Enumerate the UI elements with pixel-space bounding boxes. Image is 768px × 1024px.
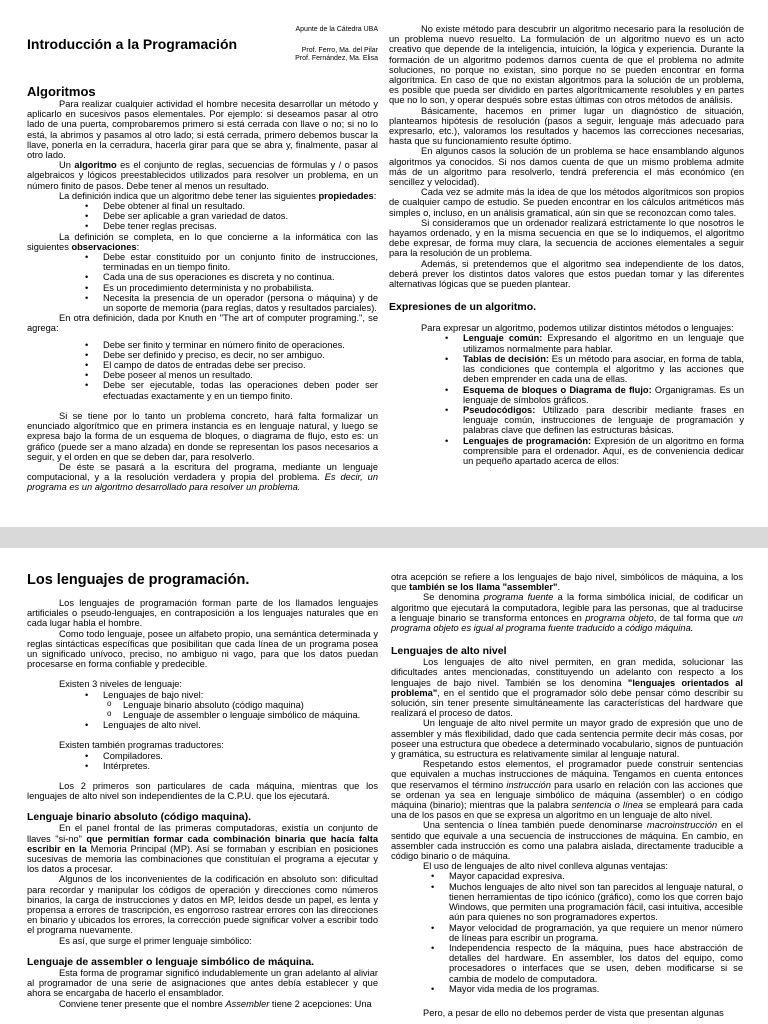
paragraph: La definición indica que un algoritmo debe tener las siguientes propiedades: [59, 190, 377, 201]
list-item: • Esquema de bloques o Diagrama de flujo: Organigramas. Es un lenguaje de símbolos gráficos. [445, 385, 744, 405]
properties-list [27, 201, 378, 232]
paragraph: Conviene tener presente que el nombre Assembler tiene 2 acepciones: Una [59, 998, 372, 1009]
paragraph: Para expresar un algoritmo, podemos utilizar distintos métodos o lenguajes: [421, 323, 734, 334]
page1-left-column [27, 24, 378, 493]
list-item: • Mayor vida media de los programas. [431, 984, 743, 994]
list-item: o Lenguaje de assembler o lenguaje simbólico de máquina. [107, 710, 378, 720]
knuth-list [27, 340, 378, 401]
document-title: Introducción a la Programación [27, 36, 238, 52]
list-item: • Es un procedimiento determinista y no probabilista. [85, 283, 378, 293]
paragraph: En algunos casos la solución de un problema se hace ensamblando algunos algoritmos ya conocidos. Si nos damos cuenta de que un mismo problema admite más de un algoritmo para resolverlo, tendrá preferencia el más económico (en sencillez y velocidad). [389, 146, 744, 188]
page2-left-column [27, 572, 378, 1009]
paragraph: Los lenguajes de programación forman parte de los llamados lenguajes artificiales o pseudo-lenguajes, en contraposición a los lenguajes naturales que en cada lugar habla el hombre. [27, 598, 378, 629]
paragraph: En otra definición, dada por Knuth en "The art of computer programing.", se agrega: [27, 313, 378, 334]
list-item: • Debe tener reglas precisas. [85, 221, 378, 231]
source-label: Apunte de la Cátedra UBA [295, 26, 378, 33]
paragraph: Existen también programas traductores: [59, 740, 224, 751]
paragraph: otra acepción se refiere a los lenguajes de bajo nivel, simbólicos de máquina, a los que también se los llama "assembler". [391, 572, 743, 593]
levels-list [27, 690, 378, 700]
paragraph: Esta forma de programar significó indudablemente un gran adelanto al aliviar al programador de una serie de asignaciones que antes debía establecer y que ahora se encargaba de hacerlo el ensamblador. [27, 967, 378, 999]
paragraph: Además, si pretendemos que el algoritmo sea independiente de los datos, deberá prever los distintos datos valores que estos puedan tomar y las diferentes alternativas lógicas que se pueden plantear. [389, 258, 744, 290]
list-item: • Lenguajes de programación: Expresión de un algoritmo en forma comprensible para el ordenador. Aquí, es de conveniencia dedicar un pequeño apartado acerca de ellos: [445, 436, 744, 467]
header-meta [270, 26, 378, 64]
paragraph: Básicamente, hacemos en primer lugar un diagnóstico de situación, planteamos hipótesis de resolución (pasos a seguir, lenguaje más adecuado para expresarlo, etc.), valoramos los resultados y hacemos las correcciones necesarias, hasta que su funcionamiento resulte óptimo. [389, 105, 744, 147]
translators-list [27, 751, 378, 771]
paragraph: Si consideramos que un ordenador realizará estrictamente lo que nosotros le hayamos ordenado, y en la misma secuencia en que se lo indiquemos, el algoritmo debe expresar, de forma muy clara, la secuencia de acciones elementales a seguir para la resolución de un problema. [389, 217, 744, 259]
levels-list [27, 720, 378, 730]
list-item: • Debe poseer al menos un resultado. [85, 370, 378, 380]
paragraph: La definición se completa, en lo que concierne a la informática con las siguientes observaciones: [27, 231, 378, 252]
list-item: • Intérpretes. [85, 761, 378, 771]
methods-list [389, 333, 744, 466]
list-item: • El campo de datos de entradas debe ser preciso. [85, 360, 378, 370]
low-level-sublist [27, 700, 378, 720]
observations-list [27, 252, 378, 313]
paragraph: De éste se pasará a la escritura del programa, mediante un lenguaje computacional, y a la resolución verdadera y propia del problema. Es decir, un programa es un algoritmo desarrollado para resolver un problema. [27, 461, 379, 493]
heading-binario: Lenguaje binario absoluto (código maquina). [27, 811, 252, 824]
paragraph: Si se tiene por lo tanto un problema concreto, hará falta formalizar un enunciado algorítmico que en primera instancia es en lenguaje natural, y luego se expresa bajo la forma de un esquema de bloques, o diagrama de flujo, esto es: un gráfico (puede ser a mano alzada) en donde se representan los pasos necesarios a seguir, y el orden en que se deben dar, para resolverlo. [27, 410, 378, 462]
list-item: • Debe ser finito y terminar en número finito de operaciones. [85, 340, 378, 350]
list-item: • Debe estar constituido por un conjunto finito de instrucciones, terminadas en un tiempo finito. [85, 252, 378, 272]
list-item: • Pseudocódigos: Utilizado para describir mediante frases en lenguaje común, instrucciones de lenguaje de programación y palabras clave que definen las estructuras básicas. [445, 405, 744, 436]
paragraph: Para realizar cualquier actividad el hombre necesita desarrollar un método y aplicarlo en sucesivos pasos elementales. Por ejemplo: si deseamos pasar al otro lado de una puerta, comprobaremos primero si está cerrada con llave o no; si no lo está, la abrimos y pasamos al otro lado; si está cerrada, primero debemos buscar la llave, ponerla en la cerradura, hacerla girar para que se abra y, finalmente, pasar al otro lado. [27, 99, 378, 161]
paragraph: Una sentencia o línea también puede denominarse macroinstrucción en el sentido que equivale a una secuencia de instrucciones de máquina. En cambio, en assembler cada instrucción es como una palabra aislada, directamente traducible a código binario o de máquina. [391, 820, 743, 862]
paragraph: Se denomina programa fuente a la forma simbólica inicial, de codificar un algoritmo que ejecutará la computadora, legible para las personas, que al traducirse a lenguaje binario se transforma entonces en programa objeto, de tal forma que un programa objeto es igual al programa fuente traducido a código máquina. [391, 592, 744, 634]
paragraph: En el panel frontal de las primeras computadoras, existía un conjunto de llaves "si-no" que permitían formar cada combinación binaria que hacía falta escribir en la Memoria Principal (MP). Así se formaban y escribían en posiciones sucesivas de memoria las combinaciones que constituían el programa a ejecutar y los datos a procesar. [27, 823, 379, 875]
paragraph: Un algoritmo es el conjunto de reglas, secuencias de fórmulas y / o pasos algebraicos y lógicos preestablecidos utilizados para resolver un problema, en un número finito de pasos. Debe tener al menos un resultado. [27, 160, 378, 191]
list-item: • Debe ser ejecutable, todas las operaciones deben poder ser efectuadas exactamente y en un tiempo finito. [85, 380, 378, 400]
paragraph: Pero, a pesar de ello no debemos perder de vista que presentan algunas [423, 1007, 724, 1018]
list-item: • Debe obtener al final un resultado. [85, 201, 378, 211]
heading-expresiones: Expresiones de un algoritmo. [389, 301, 537, 314]
page1-right-column [389, 24, 744, 466]
heading-alto-nivel: Lenguajes de alto nivel [391, 645, 507, 658]
list-item: • Muchos lenguajes de alto nivel son tan parecidos al lenguaje natural, o tienen herramientas de tipo icónico (gráfico), como los que corren bajo Windows, que permiten una programación fácil, casi intuitiva, accesible aún para quienes no son programadores expertos. [431, 882, 743, 923]
paragraph: El uso de lenguajes de alto nivel conlleva algunas ventajas: [423, 861, 668, 872]
list-item: • Lenguaje común: Expresando el algoritmo en un lenguaje que utilizamos normalmente para hablar. [445, 333, 744, 353]
list-item: • Mayor capacidad expresiva. [431, 871, 743, 881]
section-title: Los lenguajes de programación. [27, 572, 250, 588]
paragraph: No existe método para descubrir un algoritmo necesario para la resolución de un problema nuevo resuelto. La formulación de un algoritmo nuevo es un acto creativo que depende de la inteligencia, intuición, la lógica y experiencia. Durante la formación de un algoritmo podemos darnos cuenta de que el problema no admite soluciones, no porque no existan, sino porque no se pueden encontrar en forma algorítmica. En caso de que no existan algoritmos para la solución de un problema, es posible que pueda ser dividido en partes algorítmicamente resolubles y en partes que no lo son, y operar después sobre estas últimas con otros métodos de análisis. [389, 24, 744, 106]
page-gap [0, 527, 768, 548]
page2-right-column [391, 572, 743, 1018]
heading-assembler: Lenguaje de assembler o lenguaje simbólico de máquina. [27, 955, 315, 968]
list-item: • Mayor velocidad de programación, ya que requiere un menor número de líneas para escribir un programa. [431, 923, 743, 943]
paragraph: Algunos de los inconvenientes de la codificación en absoluto son: dificultad para recordar y manipular los códigos de operación y direcciones como números binarios, la carga de instrucciones y datos en MP, leídos desde un papel, es lenta y propensa a errores de trascripción, es engorroso rastrear errores con las direcciones en binario y ubicados los errores, la corrección puede significar volver a escribir todo el programa nuevamente. [27, 874, 378, 936]
heading-algoritmos: Algoritmos [27, 84, 96, 99]
paragraph: Es así, que surge el primer lenguaje simbólico: [59, 935, 252, 946]
author-label: Prof. Ferro, Ma. del Pilar [301, 47, 378, 55]
list-item: • Independencia respecto de la máquina, pues hace abstracción de detalles del hardware. En assembler, los datos del equipo, como procesadores o interfaces que se usen, deben modificarse si se cambia de modelo de computadora. [431, 943, 743, 984]
list-item: • Compiladores. [85, 751, 378, 761]
paragraph: Respetando estos elementos, el programador puede construir sentencias que equivalen a muchas instrucciones de máquina. Tengamos en cuenta entonces que reservamos el término instrucción para usarlo en relación con las acciones que se ordenan ya sea en lenguaje simbólico de máquina (assembler) o en código máquina (binario); mientras que la palabra sentencia o línea se empleará para cada una de los pasos en que se expresa un algoritmo en un lenguaje de alto nivel. [391, 759, 743, 821]
paragraph: Existen 3 niveles de lenguaje: [59, 679, 183, 690]
list-item: • Lenguajes de bajo nivel: [85, 690, 378, 700]
paragraph: Cada vez se admite más la idea de que los métodos algorítmicos son propios de cualquier campo de estudio. Se pueden encontrar en los cálculos aritméticos más simples o, incluso, en un análisis gramatical, aún sin que se reconozcan como tales. [389, 187, 744, 218]
paragraph: Un lenguaje de alto nivel permite un mayor grado de expresión que uno de assembler y más flexibilidad, dado que cada sentencia permite decir más cosas, por poseer una estructura que obedece a determinado vocabulario, signos de puntuación y gramática, su estructura es relativamente similar al lenguaje natural. [391, 718, 743, 760]
list-item: • Debe ser definido y preciso, es decir, no ser ambiguo. [85, 350, 378, 360]
list-item: • Lenguajes de alto nivel. [85, 720, 378, 730]
list-item: • Tablas de decisión: Es un método para asociar, en forma de tabla, las condiciones que contempla el algoritmo y las acciones que deben emprender en cada una de ellas. [445, 354, 744, 385]
list-item: o Lenguaje binario absoluto (código maquina) [107, 700, 378, 710]
advantages-list [391, 871, 743, 993]
paragraph: Los lenguajes de alto nivel permiten, en gran medida, solucionar las dificultades antes mencionadas, constituyendo un adelanto con respecto a los lenguajes de bajo nivel. También se los denomina "lenguajes orientados al problema", en el sentido que el programador sólo debe pensar cómo describir su solución, sin tener presente simultáneamente las características del hardware que realizará el proceso de datos. [391, 657, 743, 719]
list-item: • Cada una de sus operaciones es discreta y no continua. [85, 272, 378, 282]
paragraph: Como todo lenguaje, posee un alfabeto propio, una semántica determinada y reglas sintácticas específicas que posibilitan que cada línea de un programa posea un significado unívoco, preciso, no ambiguo ni vago, para que los datos puedan procesarse en forma confiable y predecible. [27, 628, 378, 670]
list-item: • Debe ser aplicable a gran variedad de datos. [85, 211, 378, 221]
author-label: Prof. Fernández, Ma. Elisa [295, 55, 378, 63]
paragraph: Los 2 primeros son particulares de cada máquina, mientras que los lenguajes de alto nivel son independientes de la C.P.U. que los ejecutará. [27, 781, 378, 802]
list-item: • Necesita la presencia de un operador (persona o máquina) y de un soporte de memoria (para reglas, datos y resultados parciales). [85, 293, 378, 313]
